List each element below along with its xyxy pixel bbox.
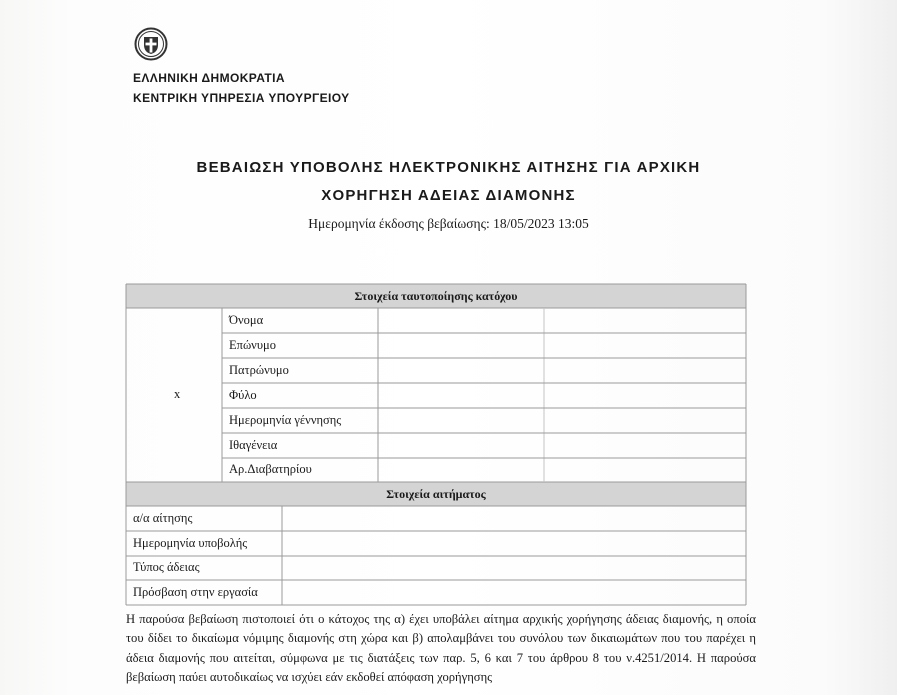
field-label-birth-date: Ημερομηνία γέννησης xyxy=(229,413,342,427)
field-label-permit-type: Τύπος άδειας xyxy=(133,560,200,574)
field-label-submission-date: Ημερομηνία υποβολής xyxy=(133,536,248,550)
field-label-first-name: Όνομα xyxy=(229,313,264,327)
field-label-gender: Φύλο xyxy=(229,388,257,402)
application-section-heading: Στοιχεία αιτήματος xyxy=(386,487,486,501)
republic-name: ΕΛΛΗΝΙΚΗ ΔΗΜΟΚΡΑΤΙΑ xyxy=(133,71,285,85)
field-label-application-number: α/α αίτησης xyxy=(133,511,193,525)
field-label-work-access: Πρόσβαση στην εργασία xyxy=(133,585,258,599)
field-label-fathers-name: Πατρώνυμο xyxy=(229,363,289,377)
authority-name: ΚΕΝΤΡΙΚΗ ΥΠΗΡΕΣΙΑ ΥΠΟΥΡΓΕΙΟΥ xyxy=(133,91,350,105)
holder-section-heading: Στοιχεία ταυτοποίησης κατόχου xyxy=(354,289,518,303)
photo-placeholder: x xyxy=(174,387,181,401)
title-line-1: ΒΕΒΑΙΩΣΗ ΥΠΟΒΟΛΗΣ ΗΛΕΚΤΡΟΝΙΚΗΣ ΑΙΤΗΣΗΣ ΓΙΑ ΑΡΧΙΚΗ xyxy=(196,159,701,176)
field-label-surname: Επώνυμο xyxy=(229,338,276,352)
field-label-nationality: Ιθαγένεια xyxy=(229,438,278,452)
certification-text: Η παρούσα βεβαίωση πιστοποιεί ότι ο κάτοχος της α) έχει υποβάλει αίτημα αρχικής χορήγησης άδειας διαμονής, η οποία του δίδει το δικαίωμα νόμιμης διαμονής στη χώρα και β) απολαμβάνει του συνόλου των δικαιωμάτων που του παρέχει η άδεια διαμονής που αιτείται, σύμφωνα με τις διατάξεις των παρ. 5, 6 και 7 του άρθρου 8 του ν.4251/2014. Η παρούσα βεβαίωση παύει αυτοδικαίως να ισχύει εάν εκδοθεί απόφαση χορήγησης xyxy=(126,612,756,684)
certification-paragraph xyxy=(126,610,756,687)
title-line-2: ΧΟΡΗΓΗΣΗ ΑΔΕΙΑΣ ΔΙΑΜΟΝΗΣ xyxy=(321,187,576,204)
field-label-passport-number: Αρ.Διαβατηρίου xyxy=(229,462,312,476)
issue-date: Ημερομηνία έκδοσης βεβαίωσης: 18/05/2023 13:05 xyxy=(308,216,589,231)
